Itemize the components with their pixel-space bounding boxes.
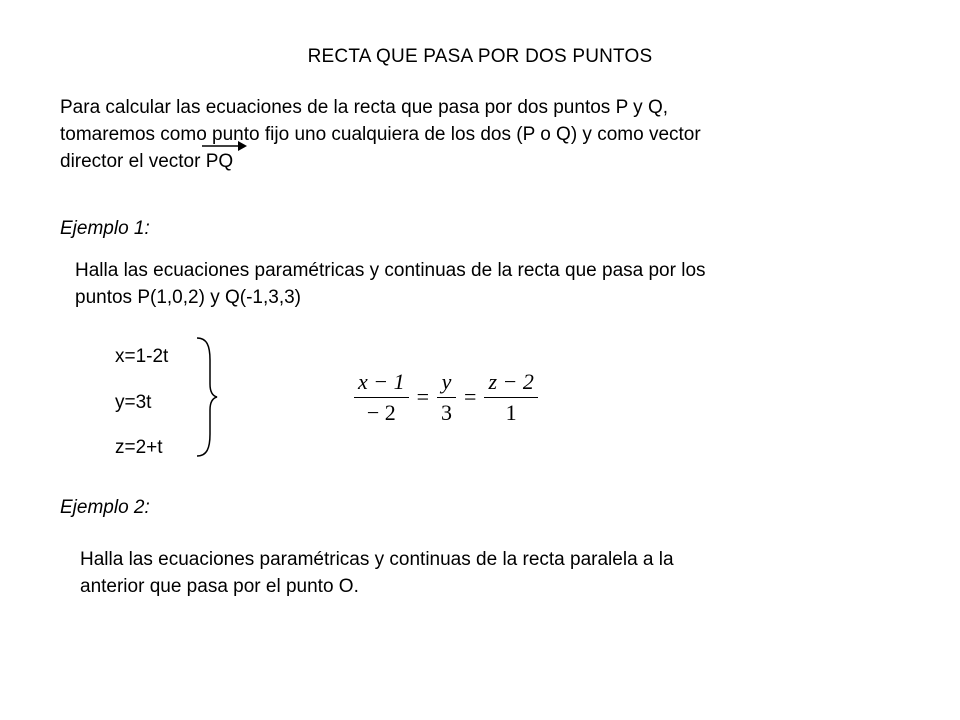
example-1-line-2: puntos P(1,0,2) y Q(-1,3,3) [75,287,301,308]
fraction-y [437,369,456,426]
example-2-label: Ejemplo 2: [60,497,150,518]
fraction-y-denominator: 3 [441,399,453,425]
example-2-statement [80,546,880,600]
example-2-line-1: Halla las ecuaciones paramétricas y continuas de la recta paralela a la [80,549,674,570]
example-2-line-2: anterior que pasa por el punto O. [80,576,359,597]
right-brace-icon [195,336,219,458]
parametric-x: x=1-2t [115,346,169,367]
fraction-z-numerator: z − 2 [488,368,534,394]
intro-line-1: Para calcular las ecuaciones de la recta que pasa por dos puntos P y Q, [60,97,669,118]
page-title: RECTA QUE PASA POR DOS PUNTOS [307,46,653,67]
equals-sign-2: = [464,384,477,409]
parametric-z: z=2+t [115,437,163,458]
continuous-equation [352,362,540,432]
equals-sign-1: = [416,384,430,409]
fraction-x [354,369,409,426]
fraction-x-numerator: x − 1 [358,368,405,394]
intro-line-3 [60,148,880,175]
vector-label: PQ [205,151,234,172]
fraction-z-denominator: 1 [505,399,517,425]
example-1-line-1: Halla las ecuaciones paramétricas y continuas de la recta que pasa por los [75,260,706,281]
example-1-statement [75,257,875,311]
intro-line-3-text: director el vector [60,151,206,172]
intro-paragraph [60,94,880,175]
vector-pq [206,148,233,175]
fraction-y-numerator: y [441,368,452,394]
fraction-z [484,369,537,426]
example-1-label: Ejemplo 1: [60,218,150,239]
vector-arrow-icon [200,139,248,153]
intro-line-2: tomaremos como punto fijo uno cualquiera de los dos (P o Q) y como vector [60,124,701,145]
parametric-y: y=3t [115,392,152,413]
fraction-x-denominator: − 2 [366,399,396,425]
